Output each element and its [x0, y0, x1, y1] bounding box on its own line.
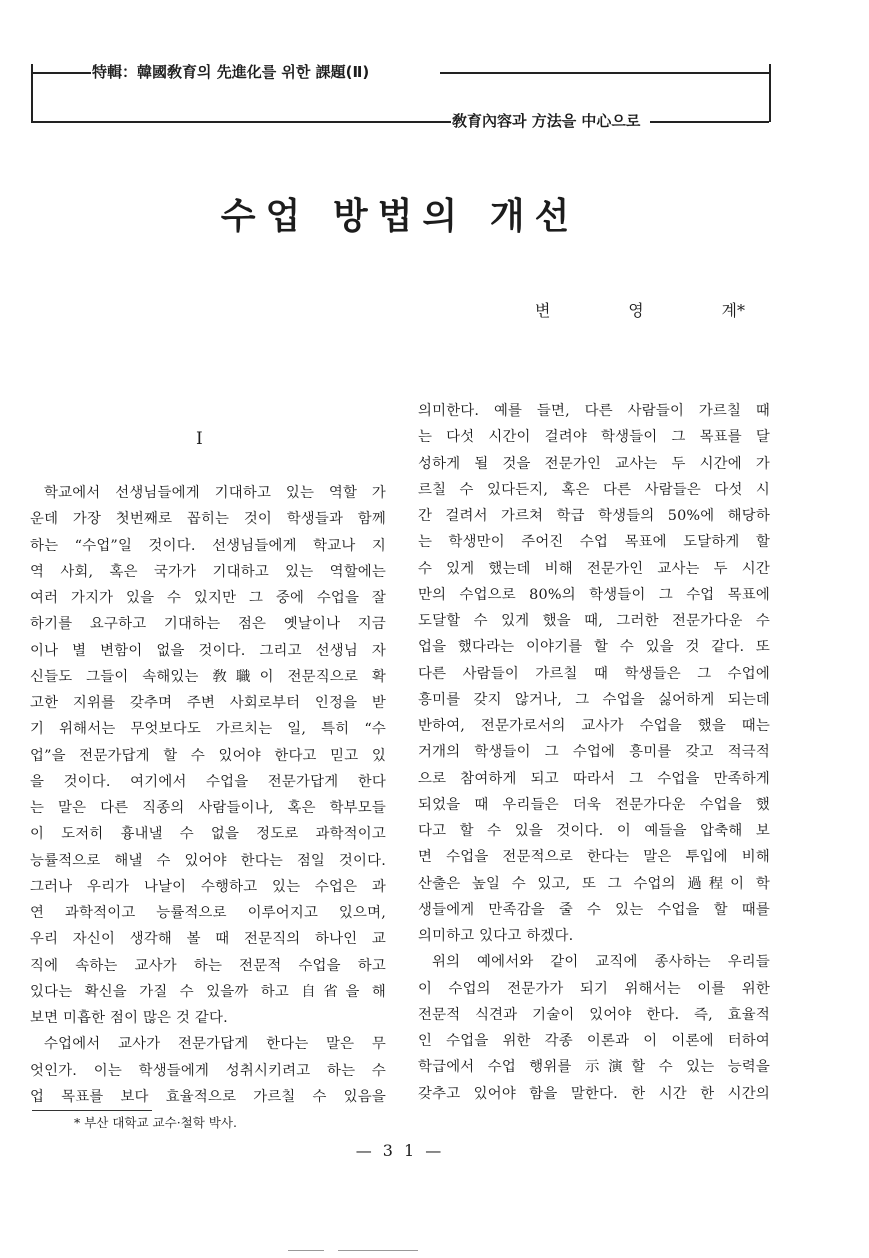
- text-line: 신들도 그들이 속해있는 敎職이 전문직으로 확: [30, 668, 386, 685]
- text-line: 르칠 수 있다든지, 혹은 다른 사람들은 다섯 시: [418, 481, 770, 498]
- text-line: 직에 속하는 교사가 하는 전문적 수업을 하고: [30, 957, 386, 974]
- text-line: 하는 “수업”일 것이다. 선생님들에게 학교나 지: [30, 537, 386, 554]
- text-line: 인 수업을 위한 각종 이론과 이 이론에 터하여: [418, 1033, 770, 1049]
- text-line: 역 사회, 혹은 국가가 기대하고 있는 역할에는: [30, 563, 386, 580]
- article-title: 수업 방법의 개선: [220, 195, 580, 237]
- text-line: 생들에게 만족감을 줄 수 있는 수업을 할 때를: [418, 901, 770, 918]
- author-name: [535, 300, 745, 322]
- text-line: 여러 가지가 있을 수 있지만 그 중에 수업을 잘: [30, 590, 386, 606]
- text-line: 보면 미흡한 점이 많은 것 같다.: [30, 1010, 228, 1026]
- text-line: 다고 할 수 있을 것이다. 이 예들을 압축해 보: [418, 823, 770, 839]
- text-line: 이나 별 변함이 없을 것이다. 그리고 선생님 자: [30, 642, 386, 659]
- text-line: 거개의 학생들이 그 수업에 흥미를 갖고 적극적: [418, 744, 770, 761]
- text-line: 다른 사람들이 가르칠 때 학생들은 그 수업에: [418, 665, 770, 682]
- series-subtitle: 敎育內容과 方法을 中心으로: [452, 112, 641, 130]
- text-line: 흥미를 갖지 않거나, 그 수업을 싫어하게 되는데: [418, 691, 770, 708]
- header-bottom-line-right: [650, 121, 769, 123]
- text-line: 는 말은 다른 직종의 사람들이나, 혹은 학부모들: [30, 800, 386, 816]
- text-line: 고한 지위를 갖추며 주변 사회로부터 인정을 받: [30, 695, 386, 711]
- text-line: 하기를 요구하고 기대하는 점은 옛날이나 지금: [30, 616, 386, 633]
- text-line: 는 학생만이 주어진 수업 목표에 도달하게 할: [418, 534, 770, 551]
- page-number: — 3 1 —: [355, 1141, 445, 1160]
- text-line: 있다는 확신을 가질 수 있을까 하고 自省을 해: [30, 983, 386, 1000]
- author-char: 계*: [721, 301, 745, 320]
- text-line: 산출은 높일 수 있고, 또 그 수업의 過程이 학: [418, 875, 770, 892]
- text-line: 학급에서 수업 행위를 示演할 수 있는 능력을: [418, 1059, 770, 1076]
- right-column: [418, 398, 770, 1107]
- text-line: 성하게 될 것을 전문가인 교사는 두 시간에 가: [418, 455, 770, 472]
- author-char: 영: [628, 301, 644, 320]
- scan-mark: [338, 1250, 418, 1251]
- header-top-line-left: [31, 72, 91, 74]
- text-line: 간 걸려서 가르쳐 학급 학생들의 50%에 해당하: [418, 508, 770, 524]
- scan-mark: [288, 1250, 324, 1251]
- text-line: 업 목표를 보다 효율적으로 가르칠 수 있음을: [30, 1088, 386, 1105]
- text-line: 을 것이다. 여기에서 수업을 전문가답게 한다: [30, 773, 386, 790]
- text-line: 이 도저히 흉내낼 수 없을 정도로 과학적이고: [30, 826, 386, 843]
- author-char: 변: [535, 301, 551, 320]
- text-line: 능률적으로 해낼 수 있어야 한다는 점일 것이다.: [30, 852, 386, 869]
- series-title: 特輯：韓國敎育의 先進化를 위한 課題(Ⅱ): [92, 63, 370, 81]
- footnote: * 부산 대학교 교수·철학 박사.: [74, 1115, 237, 1130]
- text-line: 이 수업의 전문가가 되기 위해서는 이를 위한: [418, 980, 770, 997]
- text-line: 학교에서 선생님들에게 기대하고 있는 역할 가: [44, 485, 386, 501]
- text-line: 만의 수업으로 80%의 학생들이 그 수업 목표에: [418, 586, 770, 603]
- text-line: 업”을 전문가답게 할 수 있어야 한다고 믿고 있: [30, 747, 386, 764]
- text-line: 면 수업을 전문적으로 한다는 말은 투입에 비해: [418, 849, 770, 866]
- text-line: 엇인가. 이는 학생들에게 성취시키려고 하는 수: [30, 1062, 386, 1079]
- text-line: 연 과학적이고 능률적으로 이루어지고 있으며,: [30, 905, 386, 921]
- text-line: 되었을 때 우리들은 더욱 전문가다운 수업을 했: [418, 796, 770, 813]
- text-line: 는 다섯 시간이 걸려야 학생들이 그 목표를 달: [418, 429, 770, 446]
- header-top-line-right: [440, 72, 769, 74]
- text-line: 도달할 수 있게 했을 때, 그러한 전문가다운 수: [418, 613, 770, 629]
- header-bottom-line-left: [31, 121, 451, 123]
- text-line: 위의 예에서와 같이 교직에 종사하는 우리들: [432, 954, 770, 971]
- text-line: 우리 자신이 생각해 볼 때 전문직의 하나인 교: [30, 931, 386, 948]
- text-line: 갖추고 있어야 함을 말한다. 한 시간 한 시간의: [418, 1085, 770, 1102]
- text-line: 반하여, 전문가로서의 교사가 수업을 했을 때는: [418, 718, 770, 734]
- text-line: 수 있게 했는데 비해 전문가인 교사는 두 시간: [418, 560, 770, 577]
- text-line: 업을 했다라는 이야기를 할 수 있을 것 같다. 또: [418, 639, 770, 656]
- text-line: 수업에서 교사가 전문가답게 한다는 말은 무: [44, 1036, 386, 1053]
- text-line: 기 위해서는 무엇보다도 가르치는 일, 특히 “수: [30, 721, 386, 738]
- left-column: [30, 480, 386, 1110]
- footnote-divider: [32, 1110, 152, 1111]
- section-number: I: [196, 429, 203, 449]
- text-line: 의미하고 있다고 하겠다.: [418, 928, 574, 944]
- text-line: 운데 가장 첫번째로 꼽히는 것이 학생들과 함께: [30, 511, 386, 528]
- text-line: 그러나 우리가 나날이 수행하고 있는 수업은 과: [30, 878, 386, 895]
- text-line: 으로 참여하게 되고 따라서 그 수업을 만족하게: [418, 770, 770, 787]
- text-line: 의미한다. 예를 들면, 다른 사람들이 가르칠 때: [418, 403, 770, 419]
- text-line: 전문적 식견과 기술이 있어야 한다. 즉, 효율적: [418, 1006, 770, 1023]
